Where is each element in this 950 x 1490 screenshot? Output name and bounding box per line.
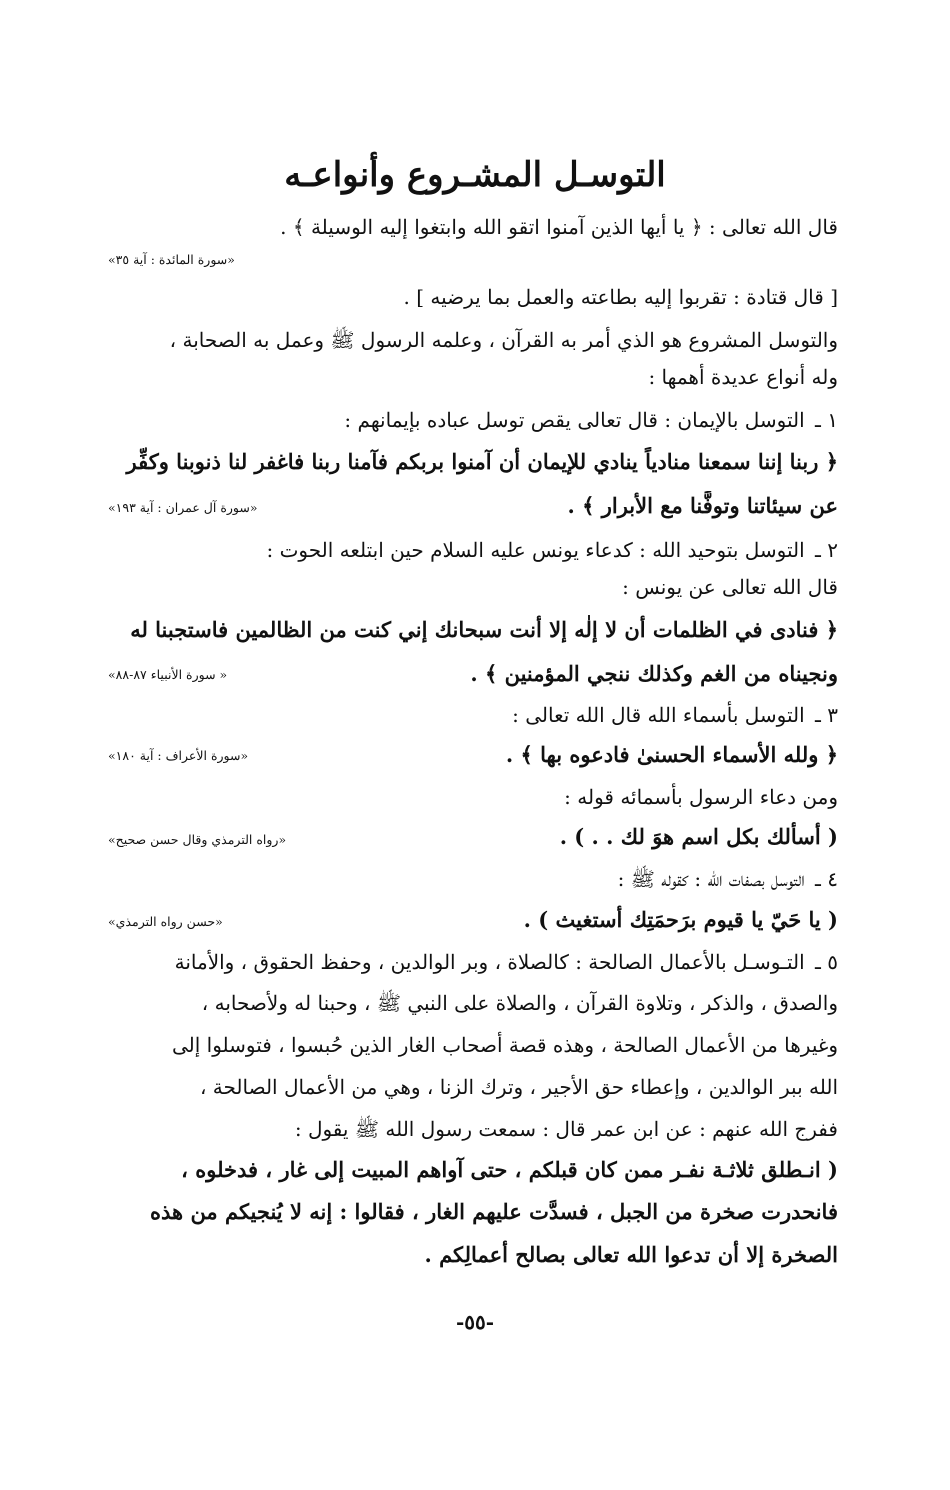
item-2-source: « سورة الأنبياء ٨٧-٨٨» <box>108 667 228 682</box>
item-5-line-3: وغيرها من الأعمال الصالحة ، وهذه قصة أصحاب الغار الذين حُبسوا ، فتوسلوا إلى <box>171 1033 838 1057</box>
item-4-heading <box>108 864 838 894</box>
item-3-number: ٣ ـ <box>815 703 838 727</box>
item-5-line-4: الله ببر الوالدين ، وإعطاء حق الأجير ، وترك الزنا ، وهي من الأعمال الصالحة ، <box>199 1075 838 1099</box>
item-1-quote-line-2: عن سيئاتنا وتوفَّنا مع الأبرار ﴾ . <box>567 493 838 518</box>
item-5-line-2: والصدق ، والذكر ، وتلاوة القرآن ، والصلاة على النبي ﷺ ، وحبنا له ولأصحابه ، <box>201 991 838 1015</box>
qatada-quote: [ قال قتادة : تقربوا إليه بطاعته والعمل بما يرضيه ] . <box>403 285 838 309</box>
intro-verse-line: قال الله تعالى : ﴿ يا أيها الذين آمنوا اتقو الله وابتغوا إليه الوسيلة ﴾ . <box>280 215 838 239</box>
item-5-line-1-text: التـوسـل بالأعمال الصالحة : كالصلاة ، وبر الوالدين ، وحفظ الحقوق ، والأمانة <box>174 950 805 974</box>
page-title: التوسـل المشـروع وأنواعـه <box>284 155 666 195</box>
intro-verse-source: «سورة المائدة : آية ٣٥» <box>108 252 235 267</box>
item-1-quote-line-1: ﴿ ربنا إننا سمعنا منادياً ينادي للإيمان أن آمنوا بربكم فآمنا ربنا فاغفر لنا ذنوبنا وكفِّر <box>126 449 838 474</box>
item-4-quote: ( يا حَيّ يا قيوم برَحمَتِك أستغيث ) . <box>523 907 838 932</box>
intro-paragraph-line-1: والتوسل المشروع هو الذي أمر به القرآن ، وعلمه الرسول ﷺ وعمل به الصحابة ، <box>169 328 838 352</box>
item-3-source-2: «رواه الترمذي وقال حسن صحيح» <box>108 832 287 847</box>
item-2-quote-line-1: ﴿ فنادى في الظلمات أن لا إلٰه إلا أنت سبحانك إني كنت من الظالمين فاستجبنا له <box>130 617 838 642</box>
item-3-source-1: «سورة الأعراف : آية ١٨٠» <box>108 748 249 763</box>
item-4-source: «حسن رواه الترمذي» <box>108 914 223 929</box>
item-3-intro: ومن دعاء الرسول بأسمائه قوله : <box>564 785 838 809</box>
item-2-quote-line-2: ونجيناه من الغم وكذلك ننجي المؤمنين ﴾ . <box>470 661 838 686</box>
item-4-number: ٤ ـ <box>815 867 838 891</box>
page-number: -٥٥- <box>455 1310 495 1334</box>
item-1-source: «سورة آل عمران : آية ١٩٣» <box>108 500 258 515</box>
item-2-intro: قال الله تعالى عن يونس : <box>622 575 838 599</box>
item-3-quote-2: ( أسألك بكل اسم هوَ لك . . ) . <box>559 824 838 849</box>
intro-paragraph-line-2: وله أنواع عديدة أهمها : <box>648 365 838 389</box>
item-5-quote-line-1: ( انـطلق ثلاثـة نفـر ممن كان قبلكم ، حتى آواهم المبيت إلى غار ، فدخلوه ، <box>181 1157 838 1182</box>
item-2-heading <box>108 535 838 565</box>
item-5-line-1 <box>108 947 838 977</box>
item-3-heading <box>108 700 838 730</box>
item-1-number: ١ ـ <box>815 408 838 432</box>
item-2-number: ٢ ـ <box>815 538 838 562</box>
item-4-heading-text: التوسل بصفات الله : كقوله ﷺ : <box>617 867 805 891</box>
item-2-heading-text: التوسل بتوحيد الله : كدعاء يونس عليه السلام حين ابتلعه الحوت : <box>266 538 805 562</box>
item-5-number: ٥ ـ <box>815 950 838 974</box>
item-1-heading <box>108 405 838 435</box>
item-5-line-5: ففرج الله عنهم : عن ابن عمر قال : سمعت رسول الله ﷺ يقول : <box>294 1117 838 1141</box>
item-3-quote-1: ﴿ ولله الأسماء الحسنىٰ فادعوه بها ﴾ . <box>505 742 838 767</box>
item-5-quote-line-2: فانحدرت صخرة من الجبل ، فسدَّت عليهم الغار ، فقالوا : إنه لا يُنجيكم من هذه <box>150 1199 838 1224</box>
item-5-quote-line-3: الصخرة إلا أن تدعوا الله تعالى بصالح أعمالِكم . <box>424 1242 838 1267</box>
item-1-heading-text: التوسل بالإيمان : قال تعالى يقص توسل عباده بإيمانهم : <box>344 408 805 432</box>
item-3-heading-text: التوسل بأسماء الله قال الله تعالى : <box>512 703 805 727</box>
